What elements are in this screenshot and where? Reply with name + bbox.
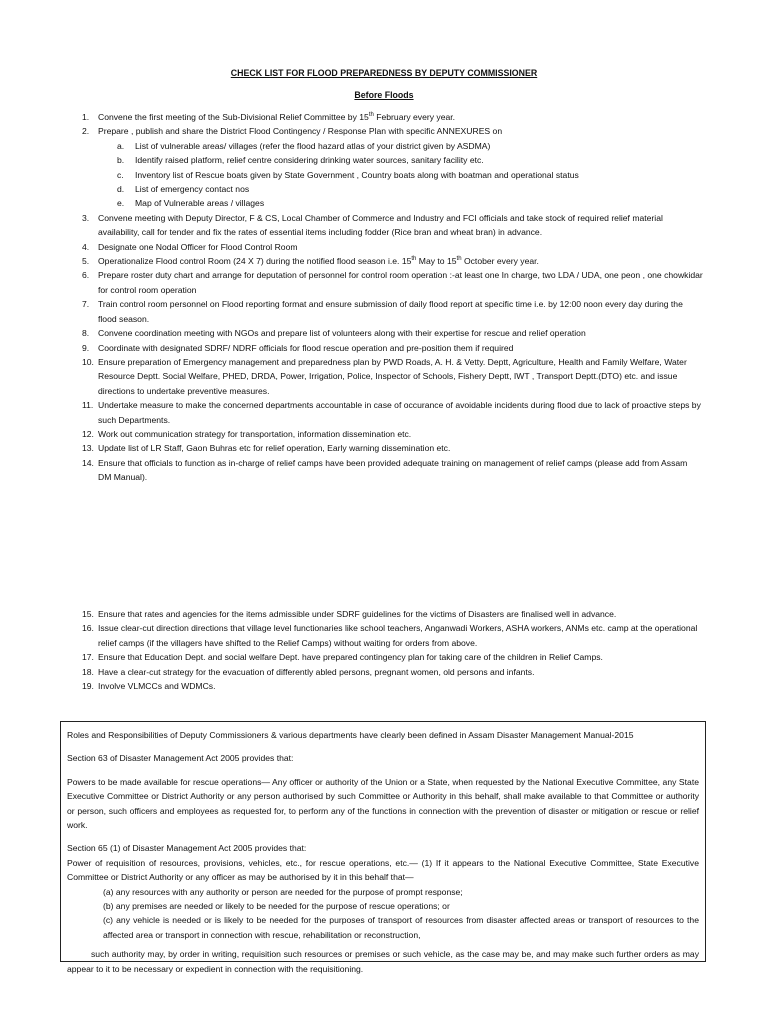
list-item [82, 124, 703, 210]
list-item [82, 355, 703, 398]
item-text: Operationalize Flood control Room (24 X 7) during the notified flood season i.e. 15th May to 15th October every year. [98, 256, 539, 267]
sub-list-item [117, 182, 703, 196]
list-item [82, 398, 703, 427]
item-number: 11. [82, 400, 94, 411]
list-item [82, 341, 703, 355]
item-number: 18. [82, 666, 94, 677]
item-text: Convene meeting with Deputy Director, F & CS, Local Chamber of Commerce and Industry and FCI officials and take stock of required relief material availability, call for tender and fix the rates of essential items including fodder (Rice bran and wheat bran) in advance. [98, 212, 663, 238]
sub-item-text: Map of Vulnerable areas / villages [135, 198, 265, 209]
item-number: 8. [82, 328, 90, 339]
item-number: 17. [82, 652, 94, 663]
clause-c: (c) any vehicle is needed or is likely to be needed for the purposes of transport of resources from disaster affected areas or transport of resources to the affected area or transport in connection with rescue, rehabilitation or reconstruction, [103, 915, 699, 940]
section-subtitle: Before Floods [354, 90, 414, 100]
item-text: Train control room personnel on Flood reporting format and ensure submission of daily flood report at specific time i.e. by 12:00 noon every day during the flood season. [98, 299, 683, 324]
list-item [82, 679, 703, 693]
item-text: Ensure that rates and agencies for the items admissible under SDRF guidelines for the victims of Disasters are finalised well in advance. [98, 609, 617, 619]
list-item [82, 441, 703, 455]
sub-list-item [117, 196, 703, 210]
item-text: Prepare roster duty chart and arrange for deputation of personnel for control room operation :-at least one In charge, two LDA / UDA, one peon , one chowkidar for control room operation [98, 270, 703, 295]
item-text: Coordinate with designated SDRF/ NDRF officials for flood rescue operation and pre-position them if required [98, 342, 514, 353]
section-65-heading: Section 65 (1) of Disaster Management Act 2005 provides that: [67, 843, 307, 854]
item-text: Convene coordination meeting with NGOs and prepare list of volunteers along with their expertise for rescue and relief operation [98, 328, 586, 339]
sub-item-text: Inventory list of Rescue boats given by State Government , Country boats along with boatman and operational status [135, 169, 579, 180]
item-text: Work out communication strategy for transportation, information dissemination etc. [98, 428, 412, 439]
item-number: 16. [82, 623, 94, 634]
item-number: 1. [82, 112, 90, 122]
item-text: Designate one Nodal Officer for Flood Control Room [98, 241, 298, 252]
list-item [82, 110, 703, 124]
item-text: Prepare , publish and share the District Flood Contingency / Response Plan with specific ANNEXURES on [98, 126, 503, 137]
item-text: Update list of LR Staff, Gaon Buhras etc for relief operation, Early warning dissemination etc. [98, 443, 451, 454]
item-number: 14. [82, 457, 94, 468]
roles-statement: Roles and Responsibilities of Deputy Commissioners & various departments have clearly been defined in Assam Disaster Management Manual-2015 [67, 730, 634, 740]
sub-item-letter: c. [117, 169, 124, 180]
item-number: 4. [82, 241, 90, 252]
sub-item-letter: d. [117, 184, 125, 195]
item-number: 2. [82, 126, 90, 137]
sub-item-letter: b. [117, 155, 125, 166]
section-63-text: Powers to be made available for rescue operations— Any officer or authority of the Union or a State, when requested by the National Executive Committee, any State Executive Committee or District Authority or any person authorised by such Committee or Authority in this behalf, shall make available to that Committee or authority or person, such officers and employees as requested for, to perform any of the functions in connection with the prevention of disaster or mitigation or rescue or relief work. [67, 776, 699, 831]
item-number: 9. [82, 342, 90, 353]
list-item [82, 607, 703, 621]
section-63-heading: Section 63 of Disaster Management Act 2005 provides that: [67, 753, 294, 764]
list-item [82, 665, 703, 679]
item-number: 15. [82, 609, 94, 619]
sub-list-item [117, 168, 703, 182]
section-65-text: Power of requisition of resources, provisions, vehicles, etc., for rescue operations, etc.— (1) If it appears to the National Executive Committee, State Executive Committee or District Authority or any officer as may be authorised by it in this behalf that— [67, 857, 699, 883]
sub-item-text: Identify raised platform, relief centre considering drinking water sources, sanitary facility etc. [135, 155, 484, 166]
checklist-part-2 [82, 607, 703, 693]
item-number: 12. [82, 428, 94, 439]
list-item [82, 621, 703, 650]
list-item [82, 240, 703, 254]
list-item [82, 211, 703, 240]
sub-item-letter: e. [117, 198, 125, 209]
item-text: Issue clear-cut direction directions that village level functionaries like school teachers, Anganwadi Workers, ASHA workers, ANMs etc. camp at the operational relief camps (if the villagers have shifted to the Relief Camps) without waiting for orders from above. [98, 623, 698, 648]
sub-item-text: List of vulnerable areas/ villages (refer the flood hazard atlas of your district given by ASDMA) [135, 140, 491, 151]
item-text: Convene the first meeting of the Sub-Divisional Relief Committee by 15th February every year. [98, 112, 456, 122]
list-item [82, 427, 703, 441]
item-text: Undertake measure to make the concerned departments accountable in case of occurance of avoidable incidents during flood due to lack of proactive steps by such Departments. [98, 400, 701, 425]
list-item [82, 254, 703, 268]
item-number: 10. [82, 356, 94, 367]
list-item [82, 268, 703, 297]
sub-list-item [117, 153, 703, 167]
list-item [82, 456, 703, 485]
item-number: 6. [82, 270, 90, 281]
item-text: Ensure preparation of Emergency management and preparedness plan by PWD Roads, A. H. & Vetty. Deptt, Agriculture, Health and Family Welfare, Water Resource Deptt. Social Welfare, PHED, DRDA, Power, Irrigation, Police, Inspector of Schools, Fishery Deptt, IWT , Transport Deptt.(DTO) etc. and issue directions to undertake preventive measures. [98, 356, 687, 396]
checklist-part-1 [82, 110, 703, 485]
item-number: 3. [82, 212, 90, 223]
item-number: 7. [82, 299, 90, 310]
item-text: Ensure that Education Dept. and social welfare Dept. have prepared contingency plan for taking care of the children in Relief Camps. [98, 652, 603, 663]
item-number: 5. [82, 256, 90, 267]
item-text: Involve VLMCCs and WDMCs. [98, 681, 216, 692]
sub-item-letter: a. [117, 140, 125, 151]
sub-list [117, 139, 703, 211]
list-item [82, 326, 703, 340]
list-item [82, 650, 703, 664]
clause-a: (a) any resources with any authority or person are needed for the purpose of prompt response; [103, 886, 463, 897]
legal-reference-box [60, 721, 706, 974]
sub-item-text: List of emergency contact nos [135, 184, 250, 195]
sub-list-item [117, 139, 703, 153]
item-text: Ensure that officials to function as in-charge of relief camps have been provided adequate training on management of relief camps (please add from Assam DM Manual). [98, 457, 688, 483]
clause-b: (b) any premises are needed or likely to be needed for the purpose of rescue operations; or [103, 901, 450, 912]
page-title: CHECK LIST FOR FLOOD PREPAREDNESS BY DEPUTY COMMISSIONER [230, 68, 538, 78]
item-number: 13. [82, 443, 94, 454]
list-item [82, 297, 703, 326]
closing-text: such authority may, by order in writing, requisition such resources or premises or such vehicle, as the case may be, and may make such further orders as may appear to it to be necessary or expedient in connection with the requisitioning. [67, 949, 699, 974]
item-number: 19. [82, 681, 94, 692]
item-text: Have a clear-cut strategy for the evacuation of differently abled persons, pregnant women, old persons and infants. [98, 666, 535, 677]
